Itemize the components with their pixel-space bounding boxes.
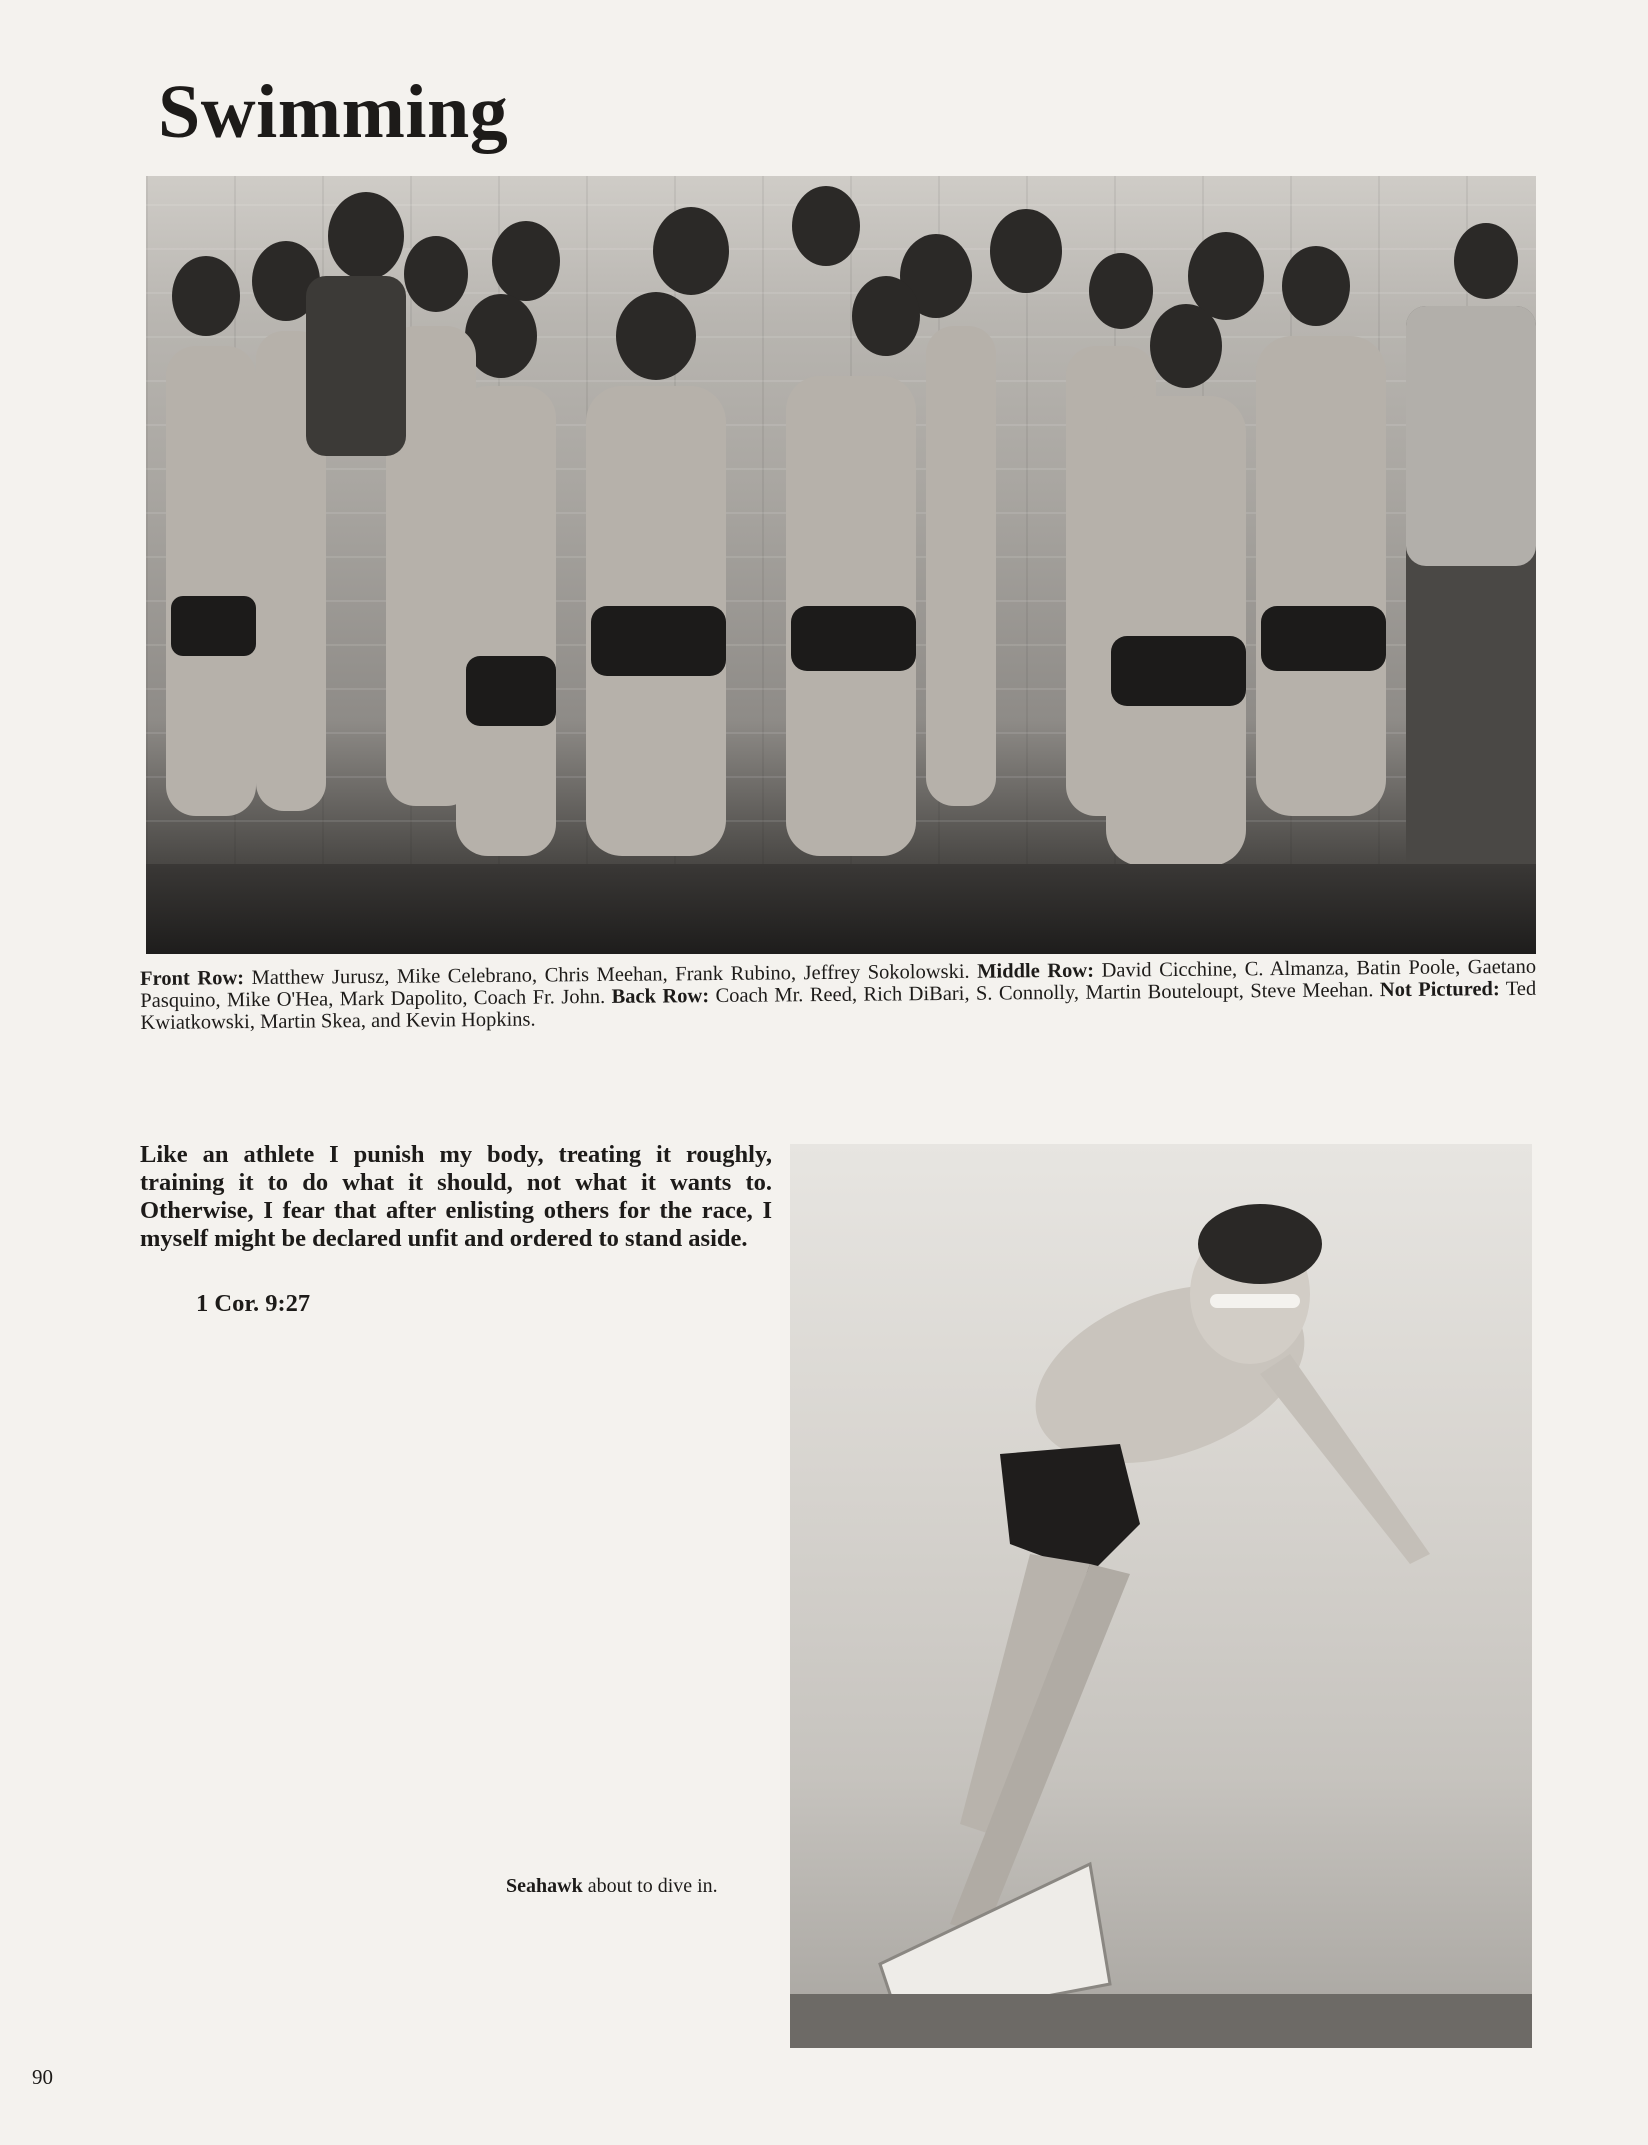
caption-text-front-row: Matthew Jurusz, Mike Celebrano, Chris Meehan, Frank Rubino, Jeffrey Sokolowski. [243,960,978,990]
page-number: 90 [32,2065,53,2089]
caption-text-middle-row: David Cicchine, C. Almanza, Batin Poole, Gaetano Pasquino, Mike O'Hea, Mark Dapolito, Coach Fr. John. [140,955,1537,1012]
caption-label-not-pictured: Not Pictured: [1379,978,1500,1002]
scripture-reference: 1 Cor. 9:27 [196,1290,311,1317]
page-title: Swimming [158,70,509,154]
dive-caption-text: about to dive in. [582,1875,718,1897]
dive-photo-figure [790,1144,1532,2048]
caption-label-front-row: Front Row: [140,967,245,990]
caption-label-middle-row: Middle Row: [977,959,1095,983]
scripture-quote: Like an athlete I punish my body, treating it roughly, training it to do what it should, not what it wants to. Otherwise, I fear that after enlisting others for the race, I myself might be declared unfit and ordered to stand aside. [140,1141,772,1252]
dive-caption-label: Seahawk [506,1875,583,1897]
caption-text-not-pictured: Ted Kwiatkowski, Martin Skea, and Kevin Hopkins. [140,977,1537,1034]
team-photo-floor [146,864,1536,954]
dive-photo [790,1144,1532,2048]
dive-photo-caption [506,1875,718,1898]
caption-text-back-row: Coach Mr. Reed, Rich DiBari, S. Connolly, Martin Bouteloupt, Steve Meehan. [709,979,1380,1008]
team-photo-figures [146,176,1536,954]
caption-label-back-row: Back Row: [611,985,710,1008]
team-photo [146,176,1536,954]
team-photo-caption [140,956,1537,1034]
